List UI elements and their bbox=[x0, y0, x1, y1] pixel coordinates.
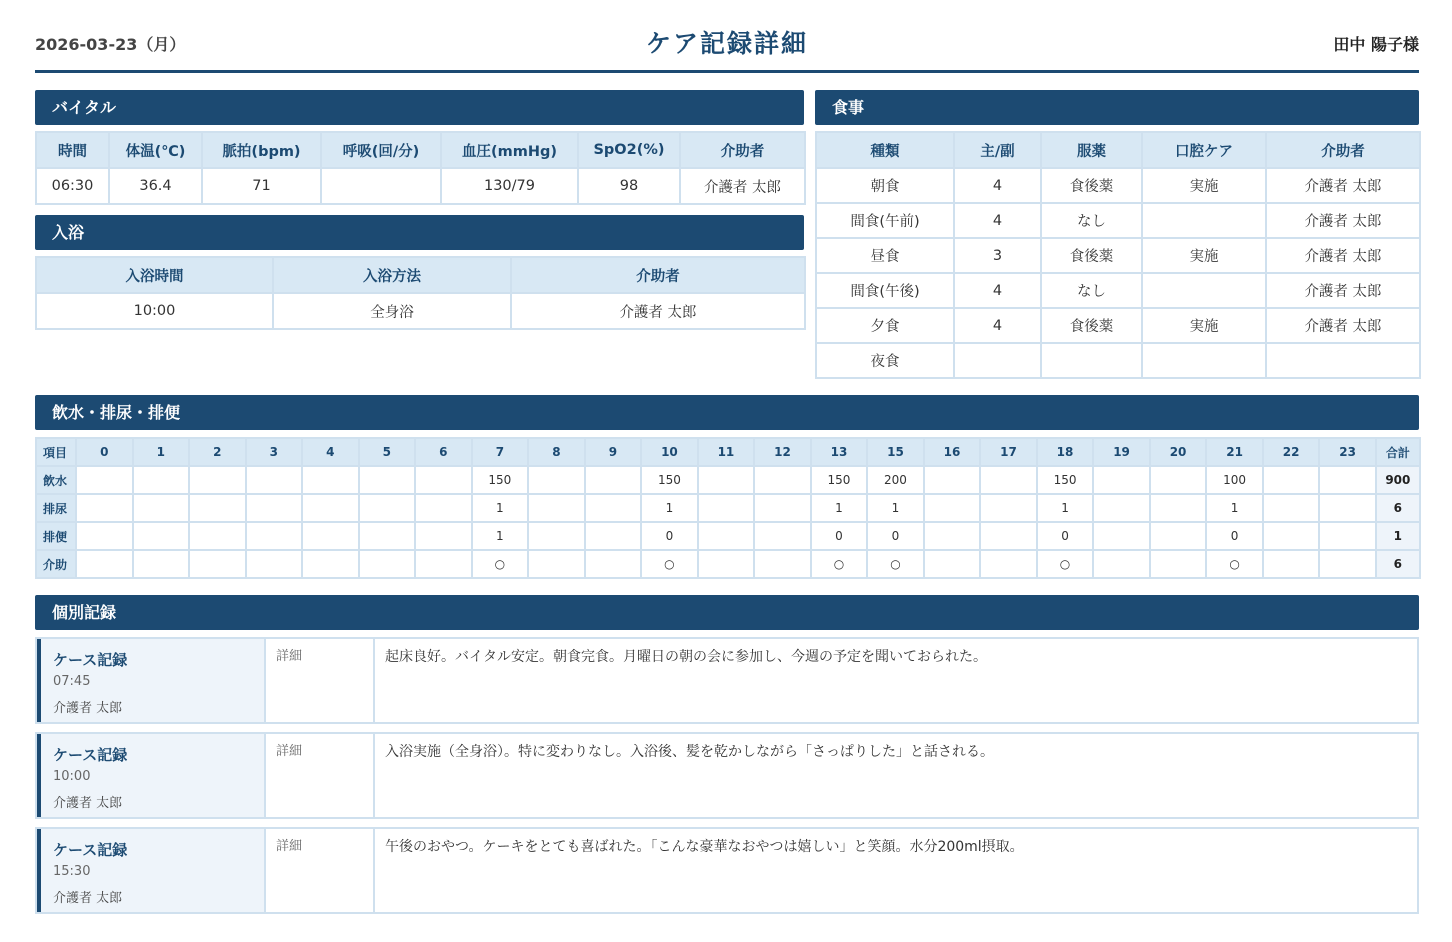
fluid-cell bbox=[585, 522, 642, 550]
fluid-header-hour: 11 bbox=[698, 438, 755, 466]
meal-cell: 夜食 bbox=[816, 343, 954, 378]
meal-header-staff: 介助者 bbox=[1266, 132, 1420, 168]
fluid-cell bbox=[415, 522, 472, 550]
table-row bbox=[816, 308, 1420, 343]
table-row bbox=[36, 522, 1420, 550]
fluid-cell bbox=[302, 522, 359, 550]
fluid-header-hour: 17 bbox=[980, 438, 1037, 466]
meal-cell bbox=[1266, 343, 1420, 378]
vital-section-title: バイタル bbox=[35, 90, 804, 125]
fluid-row-label: 排尿 bbox=[36, 494, 76, 522]
meal-cell: なし bbox=[1041, 273, 1142, 308]
meal-cell: 介護者 太郎 bbox=[1266, 168, 1420, 203]
fluid-row-label: 飲水 bbox=[36, 466, 76, 494]
fluid-header-hour: 22 bbox=[1263, 438, 1320, 466]
fluid-header-hour: 18 bbox=[1037, 438, 1094, 466]
fluid-cell bbox=[698, 522, 755, 550]
fluid-header-hour: 4 bbox=[302, 438, 359, 466]
fluid-cell: 200 bbox=[867, 466, 924, 494]
meal-header-oral-care: 口腔ケア bbox=[1142, 132, 1266, 168]
fluid-header-hour: 15 bbox=[867, 438, 924, 466]
fluid-cell bbox=[359, 522, 416, 550]
meal-section-title: 食事 bbox=[815, 90, 1419, 125]
fluid-cell: ○ bbox=[1206, 550, 1263, 578]
bath-header-method: 入浴方法 bbox=[273, 257, 511, 293]
meal-cell: 4 bbox=[954, 168, 1041, 203]
record-entry bbox=[35, 827, 1419, 914]
fluid-cell: 0 bbox=[641, 522, 698, 550]
bath-table bbox=[35, 256, 806, 330]
fluid-cell bbox=[1093, 550, 1150, 578]
fluid-cell bbox=[1263, 494, 1320, 522]
meal-cell: 介護者 太郎 bbox=[1266, 308, 1420, 343]
fluid-cell bbox=[1150, 550, 1207, 578]
meal-cell: 夕食 bbox=[816, 308, 954, 343]
table-row bbox=[36, 293, 805, 329]
fluid-cell bbox=[1093, 466, 1150, 494]
record-entry bbox=[35, 732, 1419, 819]
vital-cell: 36.4 bbox=[109, 168, 202, 204]
fluid-cell bbox=[1319, 466, 1376, 494]
fluid-header-hour: 13 bbox=[811, 438, 868, 466]
fluid-cell bbox=[1150, 466, 1207, 494]
fluid-header-hour: 20 bbox=[1150, 438, 1207, 466]
fluid-cell bbox=[528, 550, 585, 578]
fluid-cell bbox=[754, 466, 811, 494]
vital-cell: 介護者 太郎 bbox=[680, 168, 805, 204]
fluid-cell: 150 bbox=[1037, 466, 1094, 494]
table-row bbox=[36, 168, 805, 204]
fluid-cell: 0 bbox=[1037, 522, 1094, 550]
fluid-header-hour: 9 bbox=[585, 438, 642, 466]
vital-table bbox=[35, 131, 806, 205]
fluid-header-hour: 21 bbox=[1206, 438, 1263, 466]
vital-cell: 130/79 bbox=[441, 168, 578, 204]
fluid-cell bbox=[302, 550, 359, 578]
fluid-cell bbox=[302, 494, 359, 522]
fluid-cell bbox=[189, 494, 246, 522]
record-text: 入浴実施（全身浴）。特に変わりなし。入浴後、髪を乾かしながら「さっぱりした」と話される。 bbox=[385, 744, 994, 760]
fluid-cell bbox=[698, 466, 755, 494]
meal-cell: 食後薬 bbox=[1041, 168, 1142, 203]
fluid-cell bbox=[302, 466, 359, 494]
meal-cell: 実施 bbox=[1142, 238, 1266, 273]
fluid-cell bbox=[76, 550, 133, 578]
fluid-cell bbox=[754, 550, 811, 578]
fluid-cell bbox=[924, 494, 981, 522]
vital-cell bbox=[321, 168, 441, 204]
fluid-cell bbox=[1150, 494, 1207, 522]
record-meta bbox=[37, 639, 266, 722]
fluid-cell bbox=[924, 522, 981, 550]
fluid-header-hour: 16 bbox=[924, 438, 981, 466]
fluid-cell bbox=[246, 522, 303, 550]
fluid-header-hour: 1 bbox=[133, 438, 190, 466]
fluid-row-total: 1 bbox=[1376, 522, 1420, 550]
table-row bbox=[816, 238, 1420, 273]
meal-cell bbox=[954, 343, 1041, 378]
fluid-cell: 1 bbox=[472, 522, 529, 550]
meal-cell: 間食(午後) bbox=[816, 273, 954, 308]
fluid-cell: 150 bbox=[472, 466, 529, 494]
meal-cell: なし bbox=[1041, 203, 1142, 238]
meal-cell: 間食(午前) bbox=[816, 203, 954, 238]
fluid-cell bbox=[189, 466, 246, 494]
fluid-cell: ○ bbox=[641, 550, 698, 578]
table-row bbox=[36, 550, 1420, 578]
record-staff: 介護者 太郎 bbox=[53, 891, 123, 906]
record-detail-column bbox=[266, 734, 375, 817]
bath-section-title: 入浴 bbox=[35, 215, 804, 250]
fluid-cell bbox=[585, 550, 642, 578]
meal-header-amount: 主/副 bbox=[954, 132, 1041, 168]
fluid-cell bbox=[133, 466, 190, 494]
meal-cell: 食後薬 bbox=[1041, 238, 1142, 273]
fluid-cell bbox=[980, 550, 1037, 578]
fluid-section-title: 飲水・排尿・排便 bbox=[35, 395, 1419, 430]
record-meta bbox=[37, 829, 266, 912]
fluid-cell bbox=[246, 466, 303, 494]
record-text: 午後のおやつ。ケーキをとても喜ばれた。「こんな豪華なおやつは嬉しい」と笑顔。水分200ml摂取。 bbox=[385, 839, 1024, 855]
fluid-cell bbox=[1263, 522, 1320, 550]
record-type: ケース記録 bbox=[53, 841, 128, 859]
record-text: 起床良好。バイタル安定。朝食完食。月曜日の朝の会に参加し、今週の予定を聞いておられた。 bbox=[385, 649, 987, 665]
vital-header-bp: 血圧(mmHg) bbox=[441, 132, 578, 168]
meal-cell: 実施 bbox=[1142, 308, 1266, 343]
record-time: 07:45 bbox=[53, 674, 91, 689]
fluid-row-total: 6 bbox=[1376, 494, 1420, 522]
meal-cell bbox=[1142, 273, 1266, 308]
meal-cell: 実施 bbox=[1142, 168, 1266, 203]
fluid-cell bbox=[246, 550, 303, 578]
records-section-title: 個別記録 bbox=[35, 595, 1419, 630]
record-detail-column bbox=[266, 639, 375, 722]
fluid-cell bbox=[754, 494, 811, 522]
fluid-cell: ○ bbox=[867, 550, 924, 578]
fluid-cell: 150 bbox=[641, 466, 698, 494]
fluid-cell bbox=[754, 522, 811, 550]
fluid-cell bbox=[1150, 522, 1207, 550]
table-row bbox=[816, 273, 1420, 308]
fluid-cell bbox=[76, 466, 133, 494]
fluid-cell bbox=[415, 550, 472, 578]
record-detail-column bbox=[266, 829, 375, 912]
record-date: 2026-03-23（月） bbox=[35, 35, 186, 54]
record-detail-label: 詳細 bbox=[276, 649, 303, 664]
fluid-cell bbox=[133, 494, 190, 522]
fluid-cell: ○ bbox=[472, 550, 529, 578]
fluid-cell bbox=[1263, 466, 1320, 494]
fluid-cell bbox=[698, 550, 755, 578]
fluid-cell: 1 bbox=[472, 494, 529, 522]
fluid-row-total: 900 bbox=[1376, 466, 1420, 494]
fluid-cell: 0 bbox=[1206, 522, 1263, 550]
meal-cell: 4 bbox=[954, 203, 1041, 238]
meal-cell bbox=[1142, 343, 1266, 378]
fluid-cell: ○ bbox=[1037, 550, 1094, 578]
fluid-cell bbox=[528, 522, 585, 550]
fluid-cell bbox=[415, 466, 472, 494]
fluid-row-label: 排便 bbox=[36, 522, 76, 550]
page-header bbox=[35, 18, 1419, 73]
fluid-cell bbox=[698, 494, 755, 522]
vital-header-staff: 介助者 bbox=[680, 132, 805, 168]
record-time: 10:00 bbox=[53, 769, 91, 784]
record-staff: 介護者 太郎 bbox=[53, 701, 123, 716]
fluid-cell bbox=[189, 550, 246, 578]
fluid-cell: 150 bbox=[811, 466, 868, 494]
record-type: ケース記録 bbox=[53, 651, 128, 669]
fluid-cell bbox=[359, 550, 416, 578]
meal-cell: 4 bbox=[954, 273, 1041, 308]
fluid-header-hour: 7 bbox=[472, 438, 529, 466]
fluid-cell bbox=[76, 494, 133, 522]
fluid-cell bbox=[1319, 550, 1376, 578]
page-title: ケア記録詳細 bbox=[645, 29, 808, 58]
table-row bbox=[816, 203, 1420, 238]
fluid-cell bbox=[1263, 550, 1320, 578]
bath-header-staff: 介助者 bbox=[511, 257, 805, 293]
record-detail-label: 詳細 bbox=[276, 839, 303, 854]
fluid-cell bbox=[76, 522, 133, 550]
meal-cell: 介護者 太郎 bbox=[1266, 238, 1420, 273]
fluid-cell: 100 bbox=[1206, 466, 1263, 494]
fluid-cell bbox=[924, 550, 981, 578]
fluid-cell bbox=[980, 466, 1037, 494]
table-row bbox=[36, 494, 1420, 522]
fluid-cell bbox=[133, 550, 190, 578]
vital-header-temp: 体温(℃) bbox=[109, 132, 202, 168]
record-type: ケース記録 bbox=[53, 746, 128, 764]
bath-cell: 10:00 bbox=[36, 293, 273, 329]
fluid-header-hour: 2 bbox=[189, 438, 246, 466]
record-time: 15:30 bbox=[53, 864, 91, 879]
record-meta bbox=[37, 734, 266, 817]
fluid-cell: 0 bbox=[811, 522, 868, 550]
fluid-cell bbox=[585, 494, 642, 522]
record-detail-label: 詳細 bbox=[276, 744, 303, 759]
meal-cell: 3 bbox=[954, 238, 1041, 273]
vital-cell: 71 bbox=[202, 168, 321, 204]
fluid-cell: 1 bbox=[641, 494, 698, 522]
fluid-cell: 0 bbox=[867, 522, 924, 550]
vital-header-pulse: 脈拍(bpm) bbox=[202, 132, 321, 168]
fluid-cell bbox=[359, 466, 416, 494]
fluid-cell bbox=[1093, 522, 1150, 550]
fluid-cell: 1 bbox=[867, 494, 924, 522]
meal-header-medication: 服薬 bbox=[1041, 132, 1142, 168]
meal-cell: 食後薬 bbox=[1041, 308, 1142, 343]
fluid-row-label: 介助 bbox=[36, 550, 76, 578]
fluid-cell: 1 bbox=[1037, 494, 1094, 522]
bath-cell: 介護者 太郎 bbox=[511, 293, 805, 329]
fluid-cell bbox=[528, 466, 585, 494]
fluid-cell bbox=[1319, 494, 1376, 522]
fluid-header-item: 項目 bbox=[36, 438, 76, 466]
fluid-cell bbox=[1319, 522, 1376, 550]
meal-header-type: 種類 bbox=[816, 132, 954, 168]
meal-cell bbox=[1142, 203, 1266, 238]
vital-header-resp: 呼吸(回/分) bbox=[321, 132, 441, 168]
table-row bbox=[816, 168, 1420, 203]
fluid-header-hour: 6 bbox=[415, 438, 472, 466]
fluid-cell bbox=[415, 494, 472, 522]
meal-table bbox=[815, 131, 1421, 379]
fluid-cell bbox=[585, 466, 642, 494]
vital-cell: 98 bbox=[578, 168, 680, 204]
fluid-cell bbox=[980, 522, 1037, 550]
patient-name: 田中 陽子様 bbox=[1333, 35, 1419, 54]
meal-cell: 朝食 bbox=[816, 168, 954, 203]
fluid-cell bbox=[246, 494, 303, 522]
meal-cell bbox=[1041, 343, 1142, 378]
fluid-cell bbox=[980, 494, 1037, 522]
table-row bbox=[36, 466, 1420, 494]
fluid-header-hour: 23 bbox=[1319, 438, 1376, 466]
meal-cell: 4 bbox=[954, 308, 1041, 343]
vital-cell: 06:30 bbox=[36, 168, 109, 204]
fluid-cell: ○ bbox=[811, 550, 868, 578]
fluid-header-hour: 12 bbox=[754, 438, 811, 466]
fluid-cell bbox=[359, 494, 416, 522]
fluid-cell bbox=[528, 494, 585, 522]
bath-cell: 全身浴 bbox=[273, 293, 511, 329]
record-staff: 介護者 太郎 bbox=[53, 796, 123, 811]
fluid-header-hour: 19 bbox=[1093, 438, 1150, 466]
fluid-cell bbox=[133, 522, 190, 550]
vital-header-time: 時間 bbox=[36, 132, 109, 168]
fluid-header-hour: 10 bbox=[641, 438, 698, 466]
fluid-header-total: 合計 bbox=[1376, 438, 1420, 466]
meal-cell: 昼食 bbox=[816, 238, 954, 273]
meal-cell: 介護者 太郎 bbox=[1266, 203, 1420, 238]
fluid-cell bbox=[189, 522, 246, 550]
fluid-cell bbox=[924, 466, 981, 494]
fluid-cell: 1 bbox=[811, 494, 868, 522]
fluid-row-total: 6 bbox=[1376, 550, 1420, 578]
record-entry bbox=[35, 637, 1419, 724]
fluid-cell bbox=[1093, 494, 1150, 522]
fluid-header-hour: 3 bbox=[246, 438, 303, 466]
fluid-table bbox=[35, 437, 1421, 579]
fluid-cell: 1 bbox=[1206, 494, 1263, 522]
fluid-header-hour: 8 bbox=[528, 438, 585, 466]
bath-header-time: 入浴時間 bbox=[36, 257, 273, 293]
meal-cell: 介護者 太郎 bbox=[1266, 273, 1420, 308]
table-row bbox=[816, 343, 1420, 378]
fluid-header-hour: 5 bbox=[359, 438, 416, 466]
fluid-header-hour: 0 bbox=[76, 438, 133, 466]
vital-header-spo2: SpO2(%) bbox=[578, 132, 680, 168]
